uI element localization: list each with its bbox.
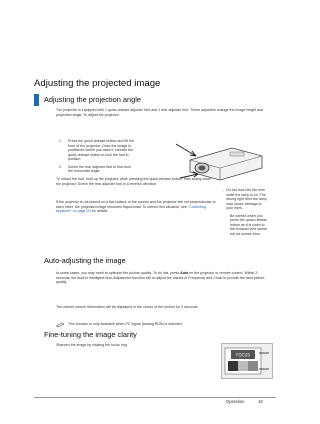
keystone-text-end: for details.	[90, 209, 109, 213]
step-text: Screw the rear adjuster foot to fine-tune the horizontal angle.	[68, 164, 132, 173]
warning-item	[223, 188, 269, 211]
steps-list	[59, 139, 137, 177]
auto-key: Auto	[180, 271, 189, 275]
auto-text	[56, 271, 271, 285]
section-heading-focus: Fine-tuning the image clarity	[44, 330, 137, 339]
step-item	[59, 165, 137, 174]
step-number: 2.	[59, 164, 62, 169]
auto-text-2: The current source information will be displayed in the corner of the screen for 3 seconds.	[56, 305, 199, 309]
pencil-note-icon	[56, 322, 65, 327]
step-text: Press the quick-release button and lift the front of the projector. Once the image is positioned where you want it, release the quick-release button to lock the foot in position.	[68, 139, 135, 161]
footer-divider	[34, 397, 276, 398]
retract-text: To retract the foot, hold up the projector while pressing the quick-release button, then slowly lower the projector. Screw the rear adjuster foot in a reverse direction.	[56, 177, 212, 186]
focus-text: Sharpen the image by rotating the focus ring.	[56, 343, 128, 347]
page-number: 19	[258, 399, 263, 404]
section-heading-angle: Adjusting the projection angle	[44, 95, 141, 104]
step-number: 1.	[59, 139, 62, 143]
footer-section-label: Operation	[226, 399, 245, 404]
page-title: Adjusting the projected image	[34, 78, 161, 89]
note-row	[56, 322, 276, 327]
auto-text-start: In some cases, you may need to optimize the picture quality. To do this, press	[56, 271, 181, 275]
focus-ring-illustration	[221, 343, 273, 379]
keystone-text	[56, 200, 216, 214]
step-item	[59, 139, 137, 162]
warning-icon	[223, 188, 224, 193]
keystone-text-start: If the projector is not placed on a flat surface or the screen and the projector are not perpendicular to each other, the projected image becomes trapezoidal. To correct this situation, see	[56, 200, 216, 209]
section-marker	[34, 94, 39, 106]
warning-sidebar	[223, 188, 269, 236]
warning-text: Be careful when you press the quick-release button as it is close to the exhaust vent where hot air comes from.	[230, 213, 268, 236]
auto-text-end: on the projector or remote control. Within 3 seconds, the built-in Intelligent Auto Adjustment function will re-adjust the values of Frequency and Clock to provide the best picture quality.	[56, 271, 265, 284]
angle-intro: The projector is equipped with 1 quick-release adjuster foot and 1 rear adjuster foot. These adjusters change the image height and projection angle. To adjust the projector:	[56, 108, 264, 117]
warning-text: Do not look into the lens while the lamp is on. The strong light from the lamp may cause damage to your eyes.	[226, 188, 267, 210]
note-text: This function is only available when PC signal (analog RGB) is selected.	[68, 322, 183, 327]
svg-text:FOCUS: FOCUS	[236, 352, 250, 358]
keystone-link[interactable]: "Correcting keystone" on page 23	[56, 204, 206, 213]
section-heading-auto: Auto-adjusting the image	[44, 256, 126, 265]
